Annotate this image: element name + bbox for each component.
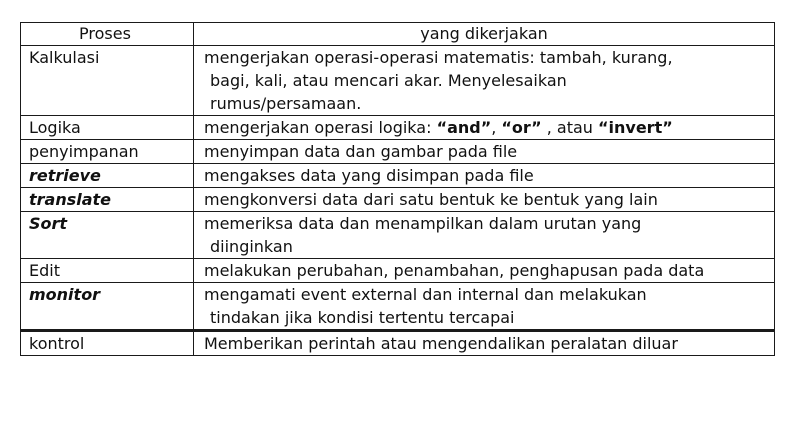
process-name: Sort — [21, 212, 194, 259]
process-name: Logika — [21, 116, 194, 140]
process-description: menyimpan data dan gambar pada file — [194, 140, 775, 164]
description-line: memeriksa data dan menampilkan dalam urutan yang — [204, 214, 642, 233]
separator-text: , atau — [541, 118, 598, 137]
header-process: Proses — [21, 23, 194, 46]
process-description — [194, 283, 775, 331]
table-row — [21, 164, 775, 188]
description-line: bagi, kali, atau mencari akar. Menyelesaikan — [210, 71, 567, 90]
process-description: mengkonversi data dari satu bentuk ke bentuk yang lain — [194, 188, 775, 212]
table-row — [21, 116, 775, 140]
process-name: translate — [21, 188, 194, 212]
table-header-row — [21, 23, 775, 46]
process-description — [194, 116, 775, 140]
process-table — [20, 22, 775, 356]
logic-term-or: “or” — [501, 118, 542, 137]
table-row — [21, 140, 775, 164]
table-row — [21, 188, 775, 212]
process-description: Memberikan perintah atau mengendalikan peralatan diluar — [194, 331, 775, 356]
description-text: mengerjakan operasi logika: — [204, 118, 437, 137]
process-name: Kalkulasi — [21, 46, 194, 116]
process-name: Edit — [21, 259, 194, 283]
table-row — [21, 283, 775, 331]
description-line: rumus/persamaan. — [210, 94, 362, 113]
logic-term-and: “and” — [436, 118, 492, 137]
process-name: retrieve — [21, 164, 194, 188]
process-description: mengakses data yang disimpan pada file — [194, 164, 775, 188]
description-line: diinginkan — [210, 237, 293, 256]
header-description: yang dikerjakan — [194, 23, 775, 46]
description-line: tindakan jika kondisi tertentu tercapai — [210, 308, 515, 327]
process-description: melakukan perubahan, penambahan, penghapusan pada data — [194, 259, 775, 283]
logic-term-invert: “invert” — [598, 118, 673, 137]
process-name: monitor — [21, 283, 194, 331]
process-table-container — [20, 22, 774, 356]
description-line: mengamati event external dan internal dan melakukan — [204, 285, 647, 304]
process-description — [194, 212, 775, 259]
table-row — [21, 259, 775, 283]
process-description — [194, 46, 775, 116]
process-name: kontrol — [21, 331, 194, 356]
process-name: penyimpanan — [21, 140, 194, 164]
table-row — [21, 212, 775, 259]
description-line: mengerjakan operasi-operasi matematis: tambah, kurang, — [204, 48, 673, 67]
separator-text: , — [491, 118, 502, 137]
table-row — [21, 331, 775, 356]
table-row — [21, 46, 775, 116]
